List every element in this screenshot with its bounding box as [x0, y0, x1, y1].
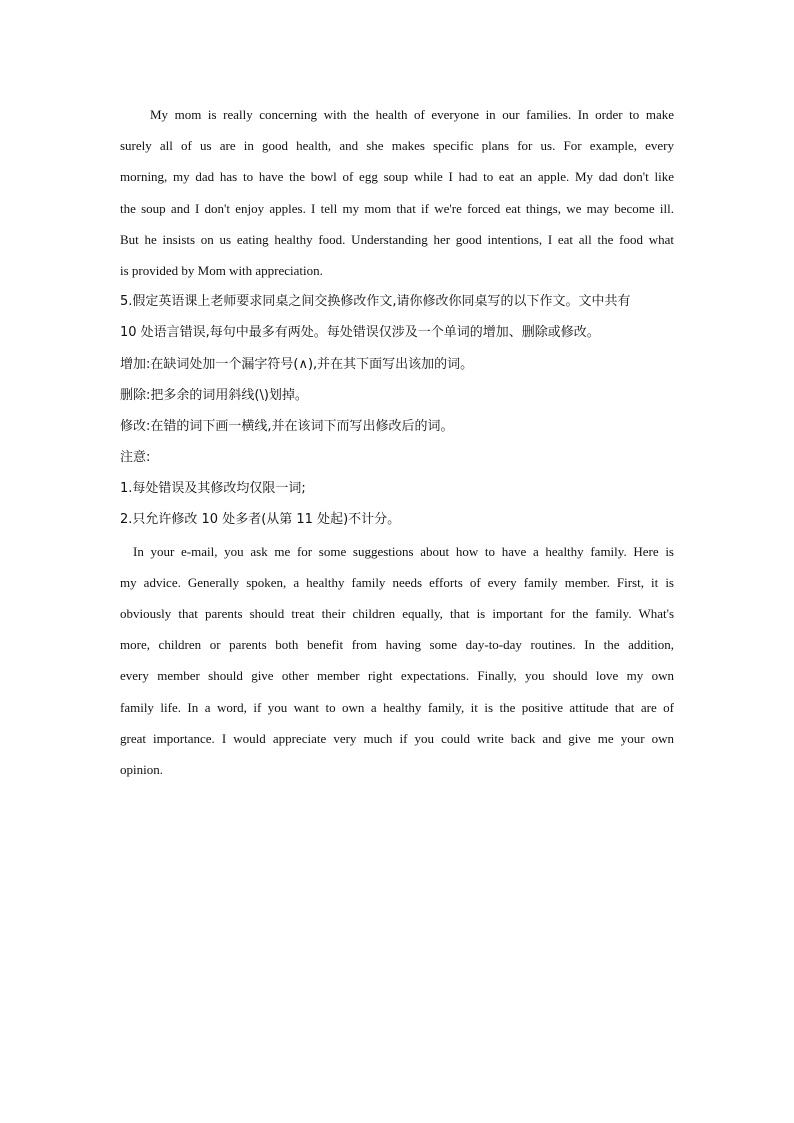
passage-1-line: surely all of us are in good health, and she makes specific plans for us. For example, every	[120, 138, 674, 154]
passage-2-line: In your e-mail, you ask me for some suggestions about how to have a healthy family. Here is	[133, 543, 674, 559]
question-prompt-line: 5.假定英语课上老师要求同桌之间交换修改作文,请你修改你同桌写的以下作文。文中共有	[120, 294, 631, 310]
modify-rule: 修改:在错的词下画一横线,并在该词下而写出修改后的词。	[120, 418, 454, 434]
passage-2	[120, 536, 674, 786]
passage-1-line: My mom is really concerning with the health of everyone in our families. In order to make	[150, 107, 674, 122]
passage-2-line: great importance. I would appreciate very much if you could write back and give me your own	[120, 730, 674, 746]
passage-1-line: But he insists on us eating healthy food. Understanding her good intentions, I eat all the food what	[120, 231, 674, 247]
passage-1-line: is provided by Mom with appreciation.	[120, 262, 323, 278]
delete-rule: 删除:把多余的词用斜线(\)划掉。	[120, 387, 308, 403]
passage-2-line: my advice. Generally spoken, a healthy family needs efforts of every family member. First, it is	[120, 574, 674, 590]
document-content	[120, 99, 674, 785]
add-rule: 增加:在缺词处加一个漏字符号(∧),并在其下面写出该加的词。	[120, 356, 474, 372]
passage-2-line: more, children or parents both benefit from having some day-to-day routines. In the addition,	[120, 637, 674, 653]
passage-2-line: obviously that parents should treat their children equally, that is important for the family. What's	[120, 606, 674, 621]
question-prompt-line: 10 处语言错误,每句中最多有两处。每处错误仅涉及一个单词的增加、删除或修改。	[120, 325, 600, 341]
note-title: 注意:	[120, 450, 151, 466]
question-5-instructions	[120, 286, 674, 536]
passage-1	[120, 99, 674, 286]
note-item: 2.只允许修改 10 处多者(从第 11 处起)不计分。	[120, 512, 401, 528]
note-item: 1.每处错误及其修改均仅限一词;	[120, 481, 306, 497]
passage-2-line: family life. In a word, if you want to own a healthy family, it is the positive attitude that are of	[120, 699, 674, 715]
passage-2-line: every member should give other member right expectations. Finally, you should love my own	[120, 668, 674, 684]
passage-1-line: the soup and I don't enjoy apples. I tell my mom that if we're forced eat things, we may become ill.	[120, 200, 674, 216]
passage-1-line: morning, my dad has to have the bowl of egg soup while I had to eat an apple. My dad don't like	[120, 169, 674, 185]
passage-2-line: opinion.	[120, 761, 163, 777]
